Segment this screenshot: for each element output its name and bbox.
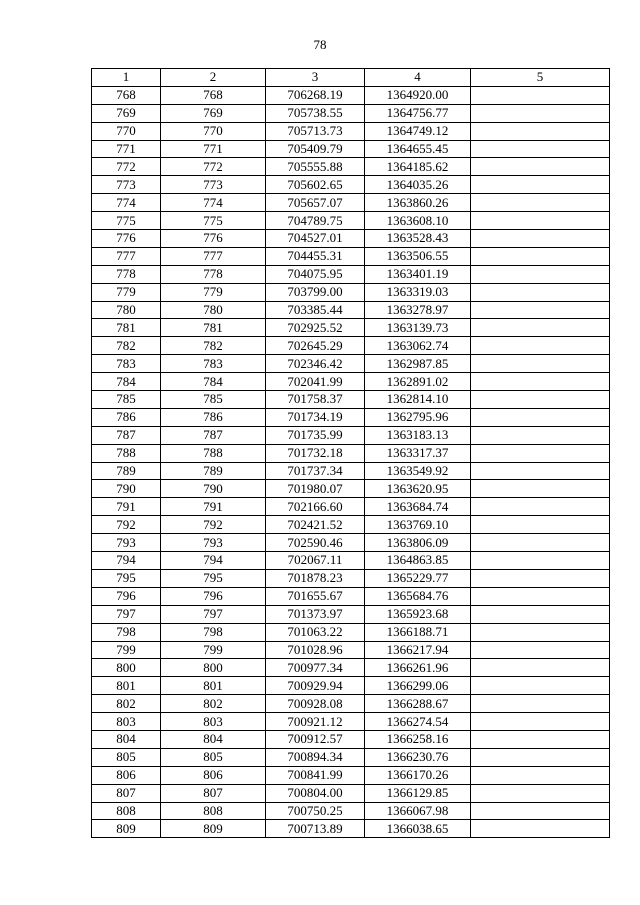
table-cell-col-3: 700713.89 [266,820,365,838]
table-row [92,623,610,641]
column-header-2: 2 [161,69,266,87]
table-cell-col-4: 1366217.94 [365,641,471,659]
table-cell-col-3: 704789.75 [266,212,365,230]
table-cell-col-2: 772 [161,158,266,176]
table-cell-col-3: 705657.07 [266,194,365,212]
table-body [92,86,610,837]
table-cell-col-5 [471,86,610,104]
table-cell-col-2: 774 [161,194,266,212]
table-cell-col-2: 800 [161,659,266,677]
table-cell-col-3: 705713.73 [266,122,365,140]
table-cell-col-2: 784 [161,373,266,391]
table-cell-col-3: 702421.52 [266,516,365,534]
table-cell-col-4: 1366067.98 [365,802,471,820]
table-row [92,355,610,373]
table-cell-col-4: 1364655.45 [365,140,471,158]
table-row [92,730,610,748]
table-cell-col-4: 1366188.71 [365,623,471,641]
table-cell-col-4: 1366288.67 [365,695,471,713]
table-cell-col-2: 777 [161,247,266,265]
table-cell-col-5 [471,552,610,570]
table-cell-col-3: 702925.52 [266,319,365,337]
table-cell-col-3: 700977.34 [266,659,365,677]
table-row [92,140,610,158]
table-cell-col-1: 807 [92,784,161,802]
table-cell-col-3: 700921.12 [266,713,365,731]
table-cell-col-1: 768 [92,86,161,104]
table-row [92,212,610,230]
table-cell-col-2: 807 [161,784,266,802]
table-row [92,158,610,176]
table-cell-col-3: 701063.22 [266,623,365,641]
table-cell-col-3: 701735.99 [266,426,365,444]
table-cell-col-3: 701737.34 [266,462,365,480]
table-cell-col-3: 705555.88 [266,158,365,176]
table-cell-col-2: 776 [161,230,266,248]
table-cell-col-2: 798 [161,623,266,641]
table-cell-col-3: 702041.99 [266,373,365,391]
table-row [92,426,610,444]
table-cell-col-3: 701878.23 [266,569,365,587]
table-cell-col-3: 705738.55 [266,104,365,122]
table-cell-col-4: 1365684.76 [365,587,471,605]
table-cell-col-3: 701758.37 [266,391,365,409]
table-cell-col-5 [471,194,610,212]
table-cell-col-4: 1364749.12 [365,122,471,140]
table-cell-col-5 [471,641,610,659]
table-cell-col-3: 701980.07 [266,480,365,498]
table-cell-col-5 [471,766,610,784]
table-cell-col-5 [471,283,610,301]
table-cell-col-5 [471,677,610,695]
table-cell-col-3: 702346.42 [266,355,365,373]
table-cell-col-5 [471,784,610,802]
table-cell-col-1: 773 [92,176,161,194]
table-cell-col-2: 768 [161,86,266,104]
table-cell-col-3: 700929.94 [266,677,365,695]
table-cell-col-4: 1363684.74 [365,498,471,516]
table-row [92,480,610,498]
table-cell-col-4: 1363506.55 [365,247,471,265]
table-row [92,552,610,570]
table-cell-col-2: 779 [161,283,266,301]
table-cell-col-5 [471,462,610,480]
table-cell-col-5 [471,730,610,748]
table-row [92,713,610,731]
table-cell-col-1: 802 [92,695,161,713]
table-row [92,444,610,462]
table-cell-col-5 [471,802,610,820]
table-row [92,337,610,355]
table-cell-col-2: 795 [161,569,266,587]
table-cell-col-4: 1364756.77 [365,104,471,122]
table-row [92,784,610,802]
table-cell-col-5 [471,391,610,409]
table-cell-col-2: 790 [161,480,266,498]
table-cell-col-4: 1362814.10 [365,391,471,409]
table-cell-col-3: 702645.29 [266,337,365,355]
column-header-4: 4 [365,69,471,87]
table-cell-col-5 [471,355,610,373]
header-row [92,69,610,87]
table-row [92,587,610,605]
table-cell-col-4: 1363528.43 [365,230,471,248]
table-cell-col-2: 796 [161,587,266,605]
table-cell-col-2: 785 [161,391,266,409]
table-cell-col-1: 795 [92,569,161,587]
column-header-1: 1 [92,69,161,87]
table-cell-col-4: 1362891.02 [365,373,471,391]
table-cell-col-4: 1363806.09 [365,534,471,552]
table-cell-col-5 [471,516,610,534]
table-row [92,677,610,695]
table-row [92,766,610,784]
table-cell-col-4: 1363278.97 [365,301,471,319]
table-cell-col-3: 702067.11 [266,552,365,570]
table-cell-col-1: 805 [92,748,161,766]
table-cell-col-3: 700928.08 [266,695,365,713]
table-cell-col-4: 1365923.68 [365,605,471,623]
table-cell-col-2: 780 [161,301,266,319]
table-cell-col-5 [471,301,610,319]
table-row [92,641,610,659]
table-cell-col-4: 1363183.13 [365,426,471,444]
table-row [92,122,610,140]
table-cell-col-4: 1363062.74 [365,337,471,355]
table-cell-col-4: 1366129.85 [365,784,471,802]
table-cell-col-3: 702166.60 [266,498,365,516]
table-cell-col-4: 1366258.16 [365,730,471,748]
table-cell-col-4: 1366261.96 [365,659,471,677]
table-cell-col-1: 806 [92,766,161,784]
table-cell-col-2: 771 [161,140,266,158]
table-cell-col-2: 775 [161,212,266,230]
table-cell-col-3: 705409.79 [266,140,365,158]
table-cell-col-1: 809 [92,820,161,838]
table-cell-col-5 [471,569,610,587]
table-cell-col-5 [471,319,610,337]
table-cell-col-4: 1365229.77 [365,569,471,587]
table-cell-col-2: 791 [161,498,266,516]
table-cell-col-1: 774 [92,194,161,212]
table-cell-col-2: 778 [161,265,266,283]
table-row [92,802,610,820]
table-cell-col-5 [471,659,610,677]
page-number: 78 [313,37,327,52]
table-cell-col-5 [471,337,610,355]
table-cell-col-3: 704527.01 [266,230,365,248]
table-row [92,265,610,283]
table-cell-col-1: 775 [92,212,161,230]
table-cell-col-2: 799 [161,641,266,659]
table-cell-col-3: 700912.57 [266,730,365,748]
table-cell-col-5 [471,176,610,194]
table-row [92,408,610,426]
table-cell-col-1: 790 [92,480,161,498]
table-row [92,569,610,587]
table-cell-col-2: 770 [161,122,266,140]
table-cell-col-1: 804 [92,730,161,748]
table-cell-col-5 [471,247,610,265]
table-cell-col-3: 702590.46 [266,534,365,552]
table-cell-col-1: 793 [92,534,161,552]
table-cell-col-4: 1363608.10 [365,212,471,230]
table-cell-col-2: 797 [161,605,266,623]
table-cell-col-1: 779 [92,283,161,301]
table-cell-col-5 [471,713,610,731]
table-row [92,391,610,409]
table-row [92,301,610,319]
table-cell-col-3: 703799.00 [266,283,365,301]
table-cell-col-4: 1364185.62 [365,158,471,176]
table-cell-col-2: 783 [161,355,266,373]
table-row [92,748,610,766]
coordinates-table [91,68,610,838]
table-cell-col-5 [471,623,610,641]
table-cell-col-1: 794 [92,552,161,570]
table-row [92,319,610,337]
table-cell-col-2: 802 [161,695,266,713]
table-cell-col-4: 1366299.06 [365,677,471,695]
table-cell-col-1: 783 [92,355,161,373]
table-cell-col-1: 786 [92,408,161,426]
table-cell-col-3: 701734.19 [266,408,365,426]
table-cell-col-5 [471,426,610,444]
table-cell-col-5 [471,408,610,426]
table-cell-col-5 [471,695,610,713]
table-cell-col-1: 792 [92,516,161,534]
table-cell-col-3: 700841.99 [266,766,365,784]
table-cell-col-1: 789 [92,462,161,480]
table-cell-col-1: 785 [92,391,161,409]
table-cell-col-4: 1363549.92 [365,462,471,480]
table-cell-col-2: 773 [161,176,266,194]
table-cell-col-3: 700894.34 [266,748,365,766]
table-cell-col-2: 806 [161,766,266,784]
table-cell-col-5 [471,444,610,462]
table-header [92,69,610,87]
table-cell-col-3: 700750.25 [266,802,365,820]
table-cell-col-4: 1363620.95 [365,480,471,498]
table-cell-col-3: 704455.31 [266,247,365,265]
table-cell-col-5 [471,158,610,176]
table-cell-col-2: 793 [161,534,266,552]
table-row [92,194,610,212]
table-cell-col-4: 1362987.85 [365,355,471,373]
table-cell-col-2: 801 [161,677,266,695]
table-cell-col-5 [471,230,610,248]
table-cell-col-1: 797 [92,605,161,623]
table-cell-col-5 [471,122,610,140]
table-row [92,373,610,391]
table-row [92,605,610,623]
table-cell-col-1: 769 [92,104,161,122]
table-row [92,176,610,194]
table-cell-col-1: 771 [92,140,161,158]
table-cell-col-5 [471,820,610,838]
table-cell-col-5 [471,104,610,122]
table-cell-col-5 [471,265,610,283]
table-cell-col-2: 789 [161,462,266,480]
table-cell-col-1: 788 [92,444,161,462]
table-row [92,695,610,713]
table-cell-col-4: 1366170.26 [365,766,471,784]
table-cell-col-5 [471,534,610,552]
table-cell-col-4: 1363317.37 [365,444,471,462]
column-header-5: 5 [471,69,610,87]
table-cell-col-2: 782 [161,337,266,355]
table-cell-col-4: 1363860.26 [365,194,471,212]
table-cell-col-1: 770 [92,122,161,140]
table-cell-col-3: 701655.67 [266,587,365,605]
table-cell-col-1: 791 [92,498,161,516]
table-row [92,820,610,838]
table-row [92,498,610,516]
table-cell-col-2: 786 [161,408,266,426]
table-row [92,86,610,104]
column-header-3: 3 [266,69,365,87]
table-cell-col-2: 787 [161,426,266,444]
table-cell-col-1: 798 [92,623,161,641]
table-row [92,230,610,248]
table-row [92,104,610,122]
table-cell-col-5 [471,480,610,498]
table-cell-col-2: 788 [161,444,266,462]
table-cell-col-3: 706268.19 [266,86,365,104]
table-cell-col-4: 1363401.19 [365,265,471,283]
table-cell-col-1: 781 [92,319,161,337]
table-cell-col-5 [471,140,610,158]
table-row [92,534,610,552]
table-cell-col-5 [471,373,610,391]
table-cell-col-1: 796 [92,587,161,605]
table-cell-col-4: 1364863.85 [365,552,471,570]
table-cell-col-1: 801 [92,677,161,695]
table-cell-col-2: 803 [161,713,266,731]
table-cell-col-2: 804 [161,730,266,748]
table-cell-col-4: 1366230.76 [365,748,471,766]
table-cell-col-3: 701373.97 [266,605,365,623]
table-row [92,283,610,301]
table-cell-col-4: 1363769.10 [365,516,471,534]
table-cell-col-5 [471,212,610,230]
table-cell-col-3: 704075.95 [266,265,365,283]
table-cell-col-5 [471,498,610,516]
table-cell-col-1: 778 [92,265,161,283]
table-cell-col-1: 776 [92,230,161,248]
table-cell-col-2: 781 [161,319,266,337]
table-cell-col-5 [471,605,610,623]
table-cell-col-3: 701028.96 [266,641,365,659]
table-cell-col-2: 809 [161,820,266,838]
table-cell-col-3: 701732.18 [266,444,365,462]
table-cell-col-3: 700804.00 [266,784,365,802]
table-cell-col-5 [471,587,610,605]
table-cell-col-1: 799 [92,641,161,659]
table-cell-col-4: 1366274.54 [365,713,471,731]
table-cell-col-1: 777 [92,247,161,265]
table-cell-col-5 [471,748,610,766]
table-cell-col-1: 780 [92,301,161,319]
table-cell-col-1: 787 [92,426,161,444]
table-row [92,247,610,265]
table-cell-col-2: 805 [161,748,266,766]
table-cell-col-4: 1362795.96 [365,408,471,426]
table-row [92,462,610,480]
table-row [92,659,610,677]
table-cell-col-2: 808 [161,802,266,820]
table-cell-col-1: 784 [92,373,161,391]
table-cell-col-4: 1366038.65 [365,820,471,838]
table-row [92,516,610,534]
table-cell-col-2: 794 [161,552,266,570]
table-cell-col-4: 1363139.73 [365,319,471,337]
table-cell-col-2: 769 [161,104,266,122]
table-cell-col-1: 808 [92,802,161,820]
table-cell-col-1: 772 [92,158,161,176]
table-cell-col-4: 1364035.26 [365,176,471,194]
table-cell-col-3: 705602.65 [266,176,365,194]
table-cell-col-1: 800 [92,659,161,677]
table-cell-col-1: 782 [92,337,161,355]
table-cell-col-2: 792 [161,516,266,534]
table-cell-col-4: 1363319.03 [365,283,471,301]
table-cell-col-1: 803 [92,713,161,731]
table-cell-col-4: 1364920.00 [365,86,471,104]
table-cell-col-3: 703385.44 [266,301,365,319]
